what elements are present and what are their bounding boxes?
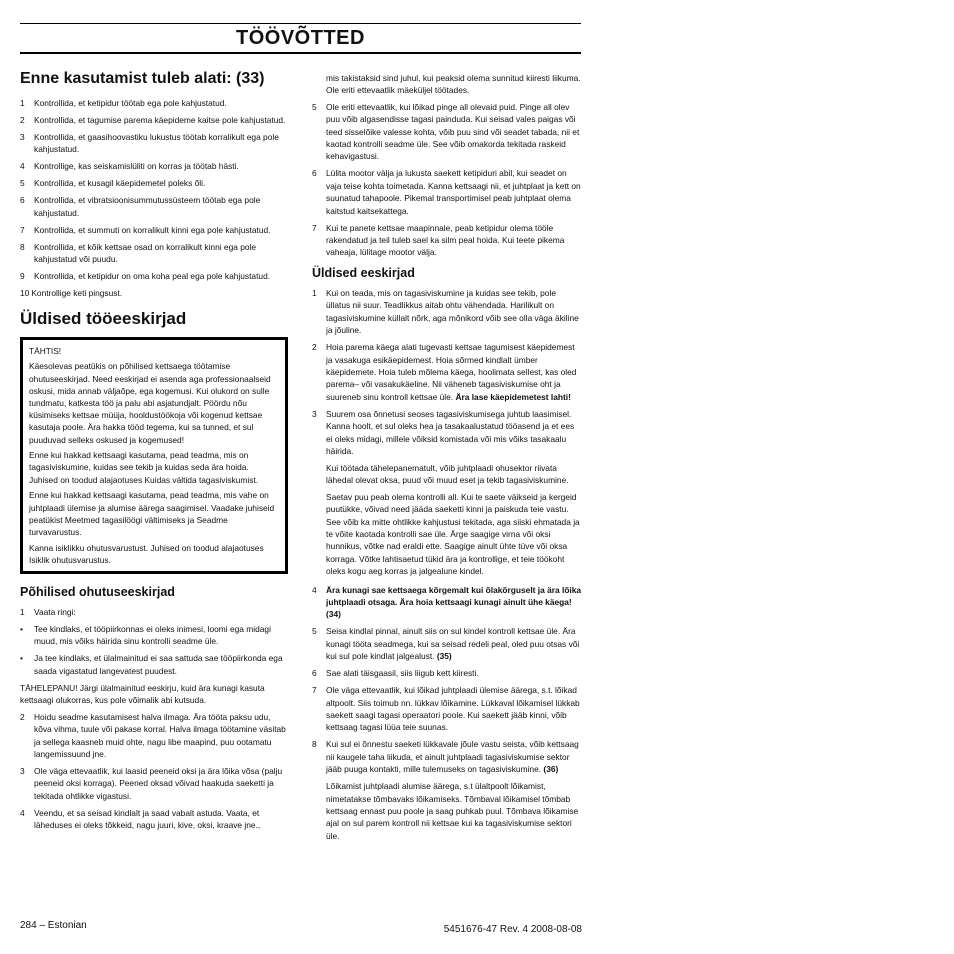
item-number: 5: [312, 101, 317, 112]
item-number: 6: [312, 668, 317, 679]
item-text: Kui te panete kettsae maapinnale, peab ketipidur olema tööle rakendatud ja teil tuleb sael ka silm peal hoida. Kui teete pikema vaheaja, lülitage mootor välja.: [326, 222, 565, 258]
item-number: 10: [20, 288, 30, 299]
list-item: [20, 241, 288, 266]
continued-paragraph: mis takistaksid sind juhul, kui peaksid olema sunnitud kiiresti liikuma. Ole eriti ettevaatlik mäeküljel töötades.: [326, 73, 581, 96]
item-text-emphasis: Ära lase käepidemetest lahti!: [455, 391, 571, 402]
item-text: Kontrollida, et kusagil käepidemetel poleks õli.: [34, 178, 206, 189]
item-number: 9: [20, 271, 25, 282]
list-item: [312, 167, 582, 217]
item-number: 6: [20, 195, 25, 206]
list-item: [312, 287, 582, 337]
item-number: 4: [312, 584, 317, 595]
item-number: 4: [20, 161, 25, 172]
item-text: Vaata ringi:: [34, 607, 76, 618]
item-text: Ära kunagi sae kettsaega kõrgemalt kui õlakõrguselt ja ära lõika juhtplaadi otsaga. Ära hoia kettsaagi kunagi ainult ühe käega! (34): [326, 584, 582, 620]
list-item: [20, 711, 288, 761]
list-item: [312, 408, 582, 458]
item-text: [326, 625, 582, 662]
list-item: [20, 807, 288, 832]
item-text: Veendu, et sa seisad kindlalt ja saad vabalt astuda. Vaata, et läheduses ei oleks tõkkeid, nagu juuri, kive, oksi, kraave jne.,: [34, 807, 261, 831]
warning-paragraph: Enne kui hakkad kettsaagi kasutama, pead teadma, mis on tagasiviskumine, kuidas see tekib ja kuidas seda ära hoida. Juhised on toodud alajaotuses Kuidas vältida tagasiviskumist.: [29, 450, 259, 485]
figure-reference: (35): [436, 651, 452, 662]
list-item: [20, 160, 288, 172]
page-number: 284 – Estonian: [20, 920, 87, 931]
item-number: 7: [20, 224, 25, 235]
item-number: 5: [312, 626, 317, 637]
paragraph: Kui töötada tähelepanematult, võib juhtplaadi ohusektor riivata lähedal olevat oksa, puud või muud eset ja tekib tagasiviskumine.: [326, 462, 569, 486]
item-number: 7: [312, 685, 317, 696]
caution-paragraph: TÄHELEPANU! Järgi ülalmainitud eeskirju, kuid ära kunagi kasuta kettsaagi olukorras, kus pole võimalik abi kutsuda.: [20, 682, 265, 706]
section-heading-before-use: Enne kasutamist tuleb alati: (33): [20, 70, 265, 87]
list-item: [20, 606, 288, 618]
bullet-icon: •: [20, 653, 23, 664]
item-text: [326, 738, 582, 775]
item-text: [326, 341, 582, 403]
document-revision: 5451676-47 Rev. 4 2008-08-08: [443, 924, 582, 935]
list-item: [20, 765, 288, 802]
item-text: Kontrollida, et tagumise parema käepideme kaitse pole kahjustatud.: [34, 115, 286, 125]
list-item: [20, 270, 288, 282]
item-text: Lülita mootor välja ja lukusta saekett ketipiduri abil, kui seadet on vaja teise kohta toimetada. Kanna kettsaagi nii, et juhtplaat ja kett on suunatud tahapoole. Pikemal transportimisel peab juhtplaat olema kaitstud kaitsekattega.: [326, 168, 581, 216]
item-text: Kontrollida, et ketipidur töötab ega pole kahjustatud.: [34, 98, 227, 108]
item-text: Ole väga ettevaatlik, kui lõikad juhtplaadi ülemise äärega, s.t. lõikad altpoolt. Siis toimub nn. lükkav lõikamine. Lükkaval lõikamisel lükkab saekett saagi tagasi operaatori poole. Kui saekett jääb kinni, võib kettsaag tagasi lüüa teie suunas.: [326, 685, 580, 733]
list-item: [312, 738, 582, 775]
item-number: 1: [20, 607, 25, 618]
item-number: 6: [312, 168, 317, 179]
item-text-body: Hoia parema käega alati tugevasti kettsae tagumisest käepidemest ja vasakuga esikäepidemest. Hoia sõrmed kindlalt ümber käepidemete. Hoia tuleb mõlema käega, hoolimata sellest, kas oled parema– või vasakukäeline. Nii väheneb tagasiviskumise oht ja suureneb sinu kontroll kettsae üle.: [326, 342, 577, 402]
right-column: [312, 72, 582, 846]
list-item: [312, 625, 582, 662]
list-item: [312, 684, 582, 734]
paragraph: Saetav puu peab olema kontrolli all. Kui te saete väikseid ja kergeid puutükke, võivad need jääda saeketti kinni ja paiskuda teie vastu. See võib ka mitte ohtlikke kahjustusi tekitada, aga siiski ehmatada ja te võite kaotada kontrolli sae üle. Ärge saagige virna või oksi hunnikus, võtke nad eraldi ette. Saagige ainult ühte tüve või oksa korraga. Võtke lahtisaetud tükid ära ja kontrollige, et teie töökoht oleks kogu aeg korras ja jalgealune kindel.: [326, 491, 580, 577]
item-number: 7: [312, 222, 317, 233]
item-text: Kontrollida, et vibratsioonisummutussüsteem töötab ega pole kahjustatud.: [34, 195, 261, 218]
item-text: Kontrollida, et gaasihoovastiku lukustus töötab korralikult ega pole kahjustatud.: [34, 132, 279, 155]
subheading-basic-safety: Põhilised ohutuseeskirjad: [20, 585, 175, 600]
item-text: Kontrollige, kas seiskamislüliti on korras ja töötab hästi.: [34, 161, 239, 172]
bullet-icon: •: [20, 624, 23, 635]
item-text: Ja tee kindlaks, et ülalmainitud ei saa sattuda sae tööpiirkonda ega saada vigastatud langevatest puudest.: [34, 653, 283, 676]
list-item: [312, 341, 582, 403]
check-list: [20, 97, 288, 300]
list-item: [20, 131, 288, 156]
item-number: 1: [20, 98, 25, 108]
important-warning-box: [20, 337, 288, 574]
subheading-general: Üldised eeskirjad: [312, 265, 415, 280]
list-item: [20, 224, 288, 236]
item-number: 2: [312, 342, 317, 353]
item-number: 1: [312, 287, 317, 298]
item-text: Suurem osa õnnetusi seoses tagasiviskumisega juhtub laasimisel. Kanna hoolt, et sul oleks hea ja tasakaalustatud tööasend ja et ees ei oleks midagi, millele võiksid komistada või mis võiks tasakaalu häirida.: [326, 408, 575, 456]
item-text: Sae alati täisgaasil, siis liigub kett kiiresti.: [326, 668, 479, 679]
page-title: TÖÖVÕTTED: [236, 27, 365, 49]
figure-reference: (36): [543, 764, 559, 775]
list-item: [312, 222, 582, 259]
item-text: Kontrollida, et kõik kettsae osad on korralikult kinni ega pole kahjustatud või puudu.: [34, 241, 257, 265]
item-number: 4: [20, 807, 25, 818]
list-item: [20, 97, 288, 109]
item-number: 2: [20, 711, 25, 722]
paragraph: Lõikamist juhtplaadi alumise äärega, s.t ülaltpoolt lõikamist, nimetatakse tõmbavaks lõikamiseks. Tõmbaval lõikamisel tõmbab kettsaag ennast puu poole ja saag puhkab puul. Tõmbava lõikamise ajal on sul parem kontroll nii kettsae kui ka tagasiviskumise sektori üle.: [326, 781, 579, 841]
item-text: Kontrollige keti pingsust.: [31, 288, 123, 299]
list-item: [20, 194, 288, 219]
item-text: Kui on teada, mis on tagasiviskumine ja kuidas see tekib, pole üllatus nii suur. Teadlikkus aitab ohtu vähendada. Harilikult on tagasiviskumine küllalt nõrk, aga mõnikord võib see olla väga äkiline ja jõuline.: [326, 287, 579, 336]
item-text: Tee kindlaks, et tööpiirkonnas ei oleks inimesi, loomi ega midagi muud, mis võiks häirida sinu kontrolli seadme üle.: [34, 624, 271, 647]
list-item: [20, 114, 288, 126]
list-item: [20, 287, 288, 299]
header-top-rule: [20, 23, 581, 24]
list-item: [312, 584, 582, 621]
item-text: Kontrollida, et ketipidur on oma koha peal ega pole kahjustatud.: [34, 271, 271, 282]
item-number: 8: [20, 241, 25, 252]
warning-paragraph: Enne kui hakkad kettsaagi kasutama, pead teadma, mis vahe on juhtplaadi ülemise ja alumise äärega saagimisel. Vaadake juhiseid peatükist Meetmed tagasilöögi vältimiseks ja Seadme turvavarustus.: [29, 490, 275, 537]
warning-paragraph: Käesolevas peatükis on põhilised kettsaega töötamise ohutuseeskirjad. Need eeskirjad ei asenda aga professionaalseid oskusi, mida annab väljaõpe, ega kogemusi. Kui olukord on sulle tundmatu, katkesta töö ja palu abi asjatundjalt. Pöördu nõu küsimiseks kettsae müüja, hooldustöökoja või kogenud kettsae kasutaja poole. Ära hakka tööd tegema, kui sa tunned, et sul puuduvad selleks oskused ja kogemused!: [29, 361, 271, 445]
warning-label: TÄHTIS!: [29, 345, 62, 356]
item-text-body: Kui sul ei õnnestu saeketi lükkavale jõule vastu seista, võib kettsaag nii kaugele taha liikuda, et ainult juhtplaadi tagasiviskumise sektor jääb puuga kontakti, mille tulemuseks on tagasiviskumine.: [326, 739, 579, 775]
item-text: Kontrollida, et summuti on korralikult kinni ega pole kahjustatud.: [34, 224, 271, 235]
item-text-body: Seisa kindlal pinnal, ainult siis on sul kindel kontroll kettsae üle. Ära kunagi tööta seadmega, kui sa seisad redeli peal, oled puu otsas või kui sul pole kindlat jalgealust.: [326, 626, 580, 662]
item-text: Ole väga ettevaatlik, kui laasid peeneid oksi ja ära lõika võsa (palju peeneid oksi korraga). Peened oksad võivad haakuda saeketti ja tekitada ohtlikke vigastusi.: [34, 765, 283, 801]
item-number: 3: [20, 765, 25, 776]
item-number: 3: [312, 408, 317, 419]
bullet-item: [20, 623, 288, 648]
bullet-item: [20, 652, 288, 677]
item-number: 5: [20, 178, 25, 189]
list-item: [20, 177, 288, 189]
list-item: [312, 667, 582, 679]
item-number: 2: [20, 115, 25, 125]
section-heading-general-rules: Üldised tööeeskirjad: [20, 308, 187, 328]
left-column: [20, 68, 288, 836]
item-text: Ole eriti ettevaatlik, kui lõikad pinge all olevaid puid. Pinge all olev puu võib algasendisse tagasi painduda. Kui seisad vales paigas või teed sisselõike valesse kohta, võib puu sind või seadet tabada, nii et kaotad kontrolli seadme üle. See võib omakorda tekitada raskeid kehavigastusi.: [326, 101, 580, 162]
item-text: Hoidu seadme kasutamisest halva ilmaga. Ära tööta paksu udu, kõva vihma, tuule või pakase korral. Halva ilmaga töötamine väsitab ja sellega kaasneb muid ohte, nagu libe maapind, puu ootamatu langemissuund jne.: [34, 711, 286, 759]
item-number: 8: [312, 739, 317, 750]
header-bottom-rule: [20, 52, 581, 54]
warning-paragraph: Kanna isiklikku ohutusvarustust. Juhised on toodud alajaotuses Isiklik ohutusvarustus.: [29, 542, 264, 565]
list-item: [312, 101, 582, 163]
item-number: 3: [20, 132, 25, 142]
